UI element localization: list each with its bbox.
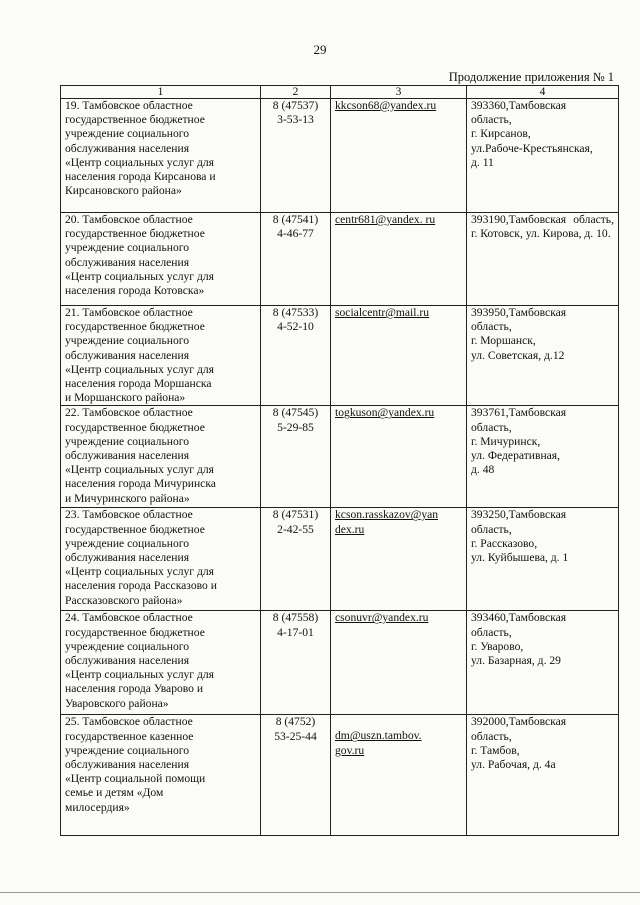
address-cell: 393460,Тамбовская область, г. Уварово, ул. Базарная, д. 29 (467, 611, 619, 715)
email-cell (331, 406, 467, 508)
org-name-cell: 20. Тамбовское областное государственное бюджетное учреждение социального обслуживания населения «Центр социальных услуг для населения города Котовска» (61, 213, 261, 306)
email-cell (331, 715, 467, 836)
email-link[interactable]: csonuvr@yandex.ru (335, 611, 429, 625)
phone-cell: 8 (47545) 5-29-85 (261, 406, 331, 508)
email-link[interactable]: kkcson68@yandex.ru (335, 99, 437, 112)
column-header-1: 1 (61, 86, 261, 99)
org-name-cell: 25. Тамбовское областное государственное казенное учреждение социального обслуживания населения «Центр социальной помощи семье и детям «Дом милосердия» (61, 715, 261, 836)
table-row (61, 213, 619, 306)
phone-cell: 8 (47533) 4-52-10 (261, 306, 331, 406)
institutions-table (60, 85, 619, 836)
phone-cell: 8 (47537) 3-53-13 (261, 99, 331, 213)
page-bottom-rule (0, 892, 640, 893)
address-cell: 393950,Тамбовская область, г. Моршанск, ул. Советская, д.12 (467, 306, 619, 406)
header-row (61, 86, 619, 99)
phone-cell: 8 (47541) 4-46-77 (261, 213, 331, 306)
continuation-label: Продолжение приложения № 1 (448, 70, 614, 84)
column-header-4: 4 (467, 86, 619, 99)
address-cell: 393360,Тамбовская область, г. Кирсанов, ул.Рабоче-Крестьянская, д. 11 (467, 99, 619, 213)
address-cell: 392000,Тамбовская область, г. Тамбов, ул. Рабочая, д. 4а (467, 715, 619, 836)
email-link[interactable]: socialcentr@mail.ru (335, 306, 430, 319)
email-cell (331, 611, 467, 715)
column-header-2: 2 (261, 86, 331, 99)
address-cell: 393761,Тамбовская область, г. Мичуринск, ул. Федеративная, д. 48 (467, 406, 619, 508)
table-row (61, 611, 619, 715)
email-cell (331, 99, 467, 213)
page-number: 29 (313, 42, 327, 57)
org-name-cell: 22. Тамбовское областное государственное бюджетное учреждение социального обслуживания населения «Центр социальных услуг для населения города Мичуринска и Мичуринского района» (61, 406, 261, 508)
phone-cell: 8 (47531) 2-42-55 (261, 508, 331, 611)
table-row (61, 715, 619, 836)
table-row (61, 508, 619, 611)
address-cell: 393190,Тамбовская область, г. Котовск, ул. Кирова, д. 10. (467, 213, 619, 306)
address-cell: 393250,Тамбовская область, г. Рассказово, ул. Куйбышева, д. 1 (467, 508, 619, 611)
email-link[interactable]: togkuson@yandex.ru (335, 406, 435, 420)
org-name-cell: 21. Тамбовское областное государственное бюджетное учреждение социального обслуживания населения «Центр социальных услуг для населения города Моршанска и Моршанского района» (61, 306, 261, 406)
phone-cell: 8 (4752) 53-25-44 (261, 715, 331, 836)
table-row (61, 406, 619, 508)
org-name-cell: 19. Тамбовское областное государственное бюджетное учреждение социального обслуживания населения «Центр социальных услуг для населения города Кирсанова и Кирсановского района» (61, 99, 261, 213)
email-link[interactable]: centr681@yandex. ru (335, 213, 436, 226)
table-row (61, 306, 619, 406)
email-cell (331, 306, 467, 406)
email-link[interactable]: dm@uszn.tambov. gov.ru (335, 729, 422, 757)
table-row (61, 99, 619, 213)
phone-cell: 8 (47558) 4-17-01 (261, 611, 331, 715)
email-cell (331, 213, 467, 306)
email-cell (331, 508, 467, 611)
email-link[interactable]: kcson.rasskazov@yan dex.ru (335, 508, 439, 536)
org-name-cell: 24. Тамбовское областное государственное бюджетное учреждение социального обслуживания населения «Центр социальных услуг для населения города Уварово и Уваровского района» (61, 611, 261, 715)
org-name-cell: 23. Тамбовское областное государственное бюджетное учреждение социального обслуживания населения «Центр социальных услуг для населения города Рассказово и Рассказовского района» (61, 508, 261, 611)
column-header-3: 3 (331, 86, 467, 99)
